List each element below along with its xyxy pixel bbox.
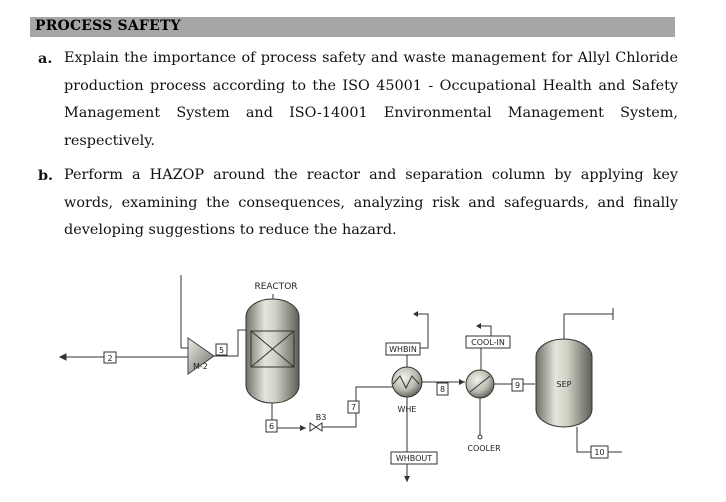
question-b-text: Perform a HAZOP around the reactor and separation column by applying key words, examining the consequences, analyzing risk and safeguards, and finally developing suggestions to reduce the hazard. bbox=[64, 167, 678, 238]
stream-5-label: 5 bbox=[218, 346, 225, 355]
whe-label: WHE bbox=[397, 405, 417, 414]
valve-label: B3 bbox=[315, 413, 327, 422]
question-a-marker: a. bbox=[38, 50, 53, 67]
stream-9-label: 9 bbox=[514, 381, 521, 390]
stream-7-label: 7 bbox=[350, 403, 357, 412]
cooler-label: COOLER bbox=[467, 444, 501, 453]
section-title: PROCESS SAFETY bbox=[35, 18, 181, 34]
stream-6-label: 6 bbox=[268, 422, 275, 431]
section-header bbox=[30, 17, 675, 37]
stream-8-arrow bbox=[459, 379, 465, 385]
stream-2-label: 2 bbox=[107, 354, 113, 363]
stream-10-label: 10 bbox=[594, 448, 605, 457]
valve-b3 bbox=[310, 423, 322, 431]
whbout-arrow bbox=[404, 476, 410, 482]
coolin-line bbox=[481, 326, 491, 376]
coolin-arrow bbox=[476, 323, 481, 329]
cooler-outlet-node bbox=[478, 435, 482, 439]
stream-8-label: 8 bbox=[439, 385, 446, 394]
reactor-vessel bbox=[246, 299, 299, 403]
question-b-marker: b. bbox=[38, 167, 54, 184]
question-a-text: Explain the importance of process safety and waste management for Allyl Chloride production process according to the ISO 45001 - Occupational Health and Safety Management System and ISO-14001 Environmental Management System, respectively. bbox=[64, 50, 678, 149]
process-flow-diagram bbox=[0, 262, 726, 502]
coolin-label: COOL-IN bbox=[471, 338, 505, 347]
reactor-label: REACTOR bbox=[254, 282, 298, 292]
whbin-arrow bbox=[413, 311, 418, 317]
stream-6-arrow bbox=[300, 425, 306, 431]
question-a bbox=[38, 45, 678, 155]
stream-2-line bbox=[60, 354, 190, 360]
whbout-label: WHBOUT bbox=[395, 454, 433, 463]
sep-label: SEP bbox=[556, 380, 572, 389]
whbin-label: WHBIN bbox=[389, 345, 417, 354]
question-b bbox=[38, 162, 678, 245]
mixer-label: M-2 bbox=[193, 362, 208, 371]
